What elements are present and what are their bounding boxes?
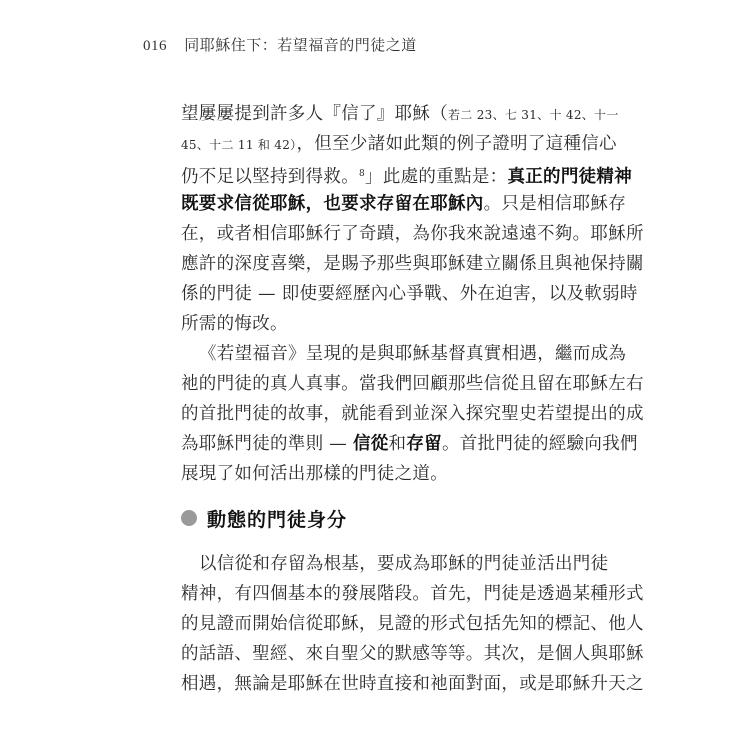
text-line <box>181 103 619 126</box>
section-heading-text: 動態的門徒身分 <box>207 508 348 531</box>
emphasis-text: 信從 <box>352 434 389 454</box>
scripture-reference: 45、十二 11 和 42） <box>181 138 297 152</box>
page-number: 016 <box>143 38 167 54</box>
emphasis-text: 既要求信從耶穌，也要求存留在耶穌內 <box>181 194 484 214</box>
circle-bullet-icon <box>181 510 197 526</box>
footnote-marker: 8 <box>359 169 366 179</box>
text-line: 精神，有四個基本的發展階段。首先，門徒是透過某種形式 <box>181 584 644 604</box>
text-line: 祂的門徒的真人真事。當我們回顧那些信從且留在耶穌左右 <box>181 374 644 394</box>
text-line <box>181 163 632 188</box>
text-line: 的首批門徒的故事，就能看到並深入探究聖史若望提出的成 <box>181 404 644 424</box>
emphasis-text: 存留 <box>406 434 442 454</box>
text-span: 」此處的重點是： <box>365 167 508 187</box>
text-line: 展現了如何活出那樣的門徒之道。 <box>181 464 448 484</box>
scripture-reference: 若二 23、七 31、十 42、十一 <box>448 108 619 122</box>
text-line: 係的門徒 — 即使要經歷內心爭戰、外在迫害，以及軟弱時 <box>181 284 638 304</box>
text-span: 仍不足以堅持到得救。 <box>181 167 359 187</box>
text-line: 的見證而開始信從耶穌，見證的形式包括先知的標記、他人 <box>181 614 644 634</box>
text-line <box>181 433 638 455</box>
section-heading <box>181 503 347 533</box>
text-span: ，但至少諸如此類的例子證明了這種信心 <box>296 134 617 154</box>
text-line: 應許的深度喜樂，是賜予那些與耶穌建立關係且與祂保持關 <box>181 254 644 274</box>
text-line <box>181 133 617 156</box>
text-span: 。首批門徒的經驗向我們 <box>441 434 638 454</box>
text-line: 《若望福音》呈現的是與耶穌基督真實相遇，繼而成為 <box>199 344 627 364</box>
text-line: 所需的悔改。 <box>181 314 288 334</box>
text-line: 以信從和存留為根基，要成為耶穌的門徒並活出門徒 <box>199 554 609 574</box>
text-line: 在，或者相信耶穌行了奇蹟，為你我來說遠遠不夠。耶穌所 <box>181 224 644 244</box>
text-span: 。只是相信耶穌存 <box>483 194 627 214</box>
text-line <box>181 193 626 215</box>
page-header <box>143 34 417 55</box>
emphasis-text: 真正的門徒精神 <box>507 167 633 187</box>
text-span: 和 <box>388 434 407 454</box>
running-title: 同耶穌住下：若望福音的門徒之道 <box>184 36 417 54</box>
text-span: 為耶穌門徒的準則 — <box>181 434 353 454</box>
text-span: 望屢屢提到許多人『信了』耶穌（ <box>181 104 448 124</box>
text-line: 的話語、聖經、來自聖父的默感等等。其次，是個人與耶穌 <box>181 644 644 664</box>
text-line: 相遇，無論是耶穌在世時直接和祂面對面，或是耶穌升天之 <box>181 674 644 694</box>
